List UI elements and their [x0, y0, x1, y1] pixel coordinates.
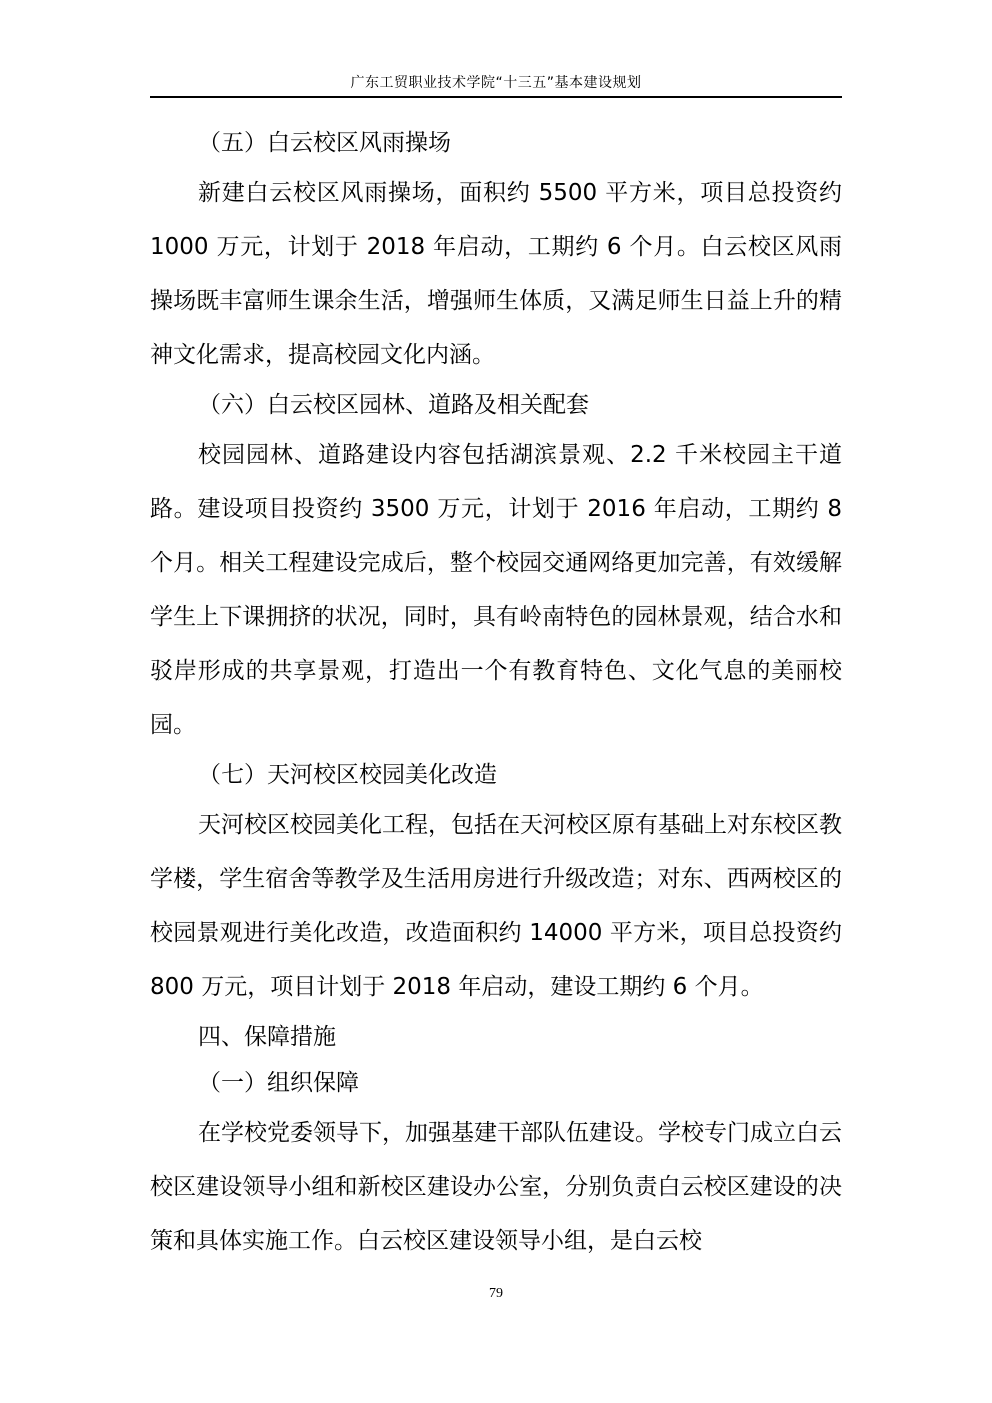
- paragraph-1: 新建白云校区风雨操场，面积约 5500 平方米，项目总投资约 1000 万元，计划于 2018 年启动，工期约 6 个月。白云校区风雨操场既丰富师生课余生活，增强师生体质，又满足师生日益上升的精神文化需求，提高校园文化内涵。: [150, 180, 842, 368]
- paragraph-4: 在学校党委领导下，加强基建干部队伍建设。学校专门成立白云校区建设领导小组和新校区建设办公室，分别负责白云校区建设的决策和具体实施工作。白云校区建设领导小组，是白云校: [150, 1120, 842, 1254]
- chapter-heading-4: 四、保障措施: [198, 1024, 336, 1050]
- section-heading-5: （五）白云校区风雨操场: [198, 130, 451, 156]
- page-number: 79: [489, 1286, 503, 1301]
- section-heading-4-1: （一）组织保障: [198, 1070, 359, 1096]
- paragraph-2: 校园园林、道路建设内容包括湖滨景观、2.2 千米校园主干道路。建设项目投资约 3500 万元，计划于 2016 年启动，工期约 8 个月。相关工程建设完成后，整个校园交通网络更加完善，有效缓解学生上下课拥挤的状况，同时，具有岭南特色的园林景观，结合水和驳岸形成的共享景观，打造出一个有教育特色、文化气息的美丽校园。: [150, 442, 842, 738]
- document-body: [150, 120, 842, 1268]
- section-heading-7: （七）天河校区校园美化改造: [198, 762, 497, 788]
- header-rule: [150, 96, 842, 98]
- running-header: 广东工贸职业技术学院“十三五”基本建设规划: [350, 75, 642, 91]
- paragraph-3: 天河校区校园美化工程，包括在天河校区原有基础上对东校区教学楼，学生宿舍等教学及生活用房进行升级改造；对东、西两校区的校园景观进行美化改造，改造面积约 14000 平方米，项目总投资约 800 万元，项目计划于 2018 年启动，建设工期约 6 个月。: [150, 812, 842, 1000]
- section-heading-6: （六）白云校区园林、道路及相关配套: [198, 392, 589, 418]
